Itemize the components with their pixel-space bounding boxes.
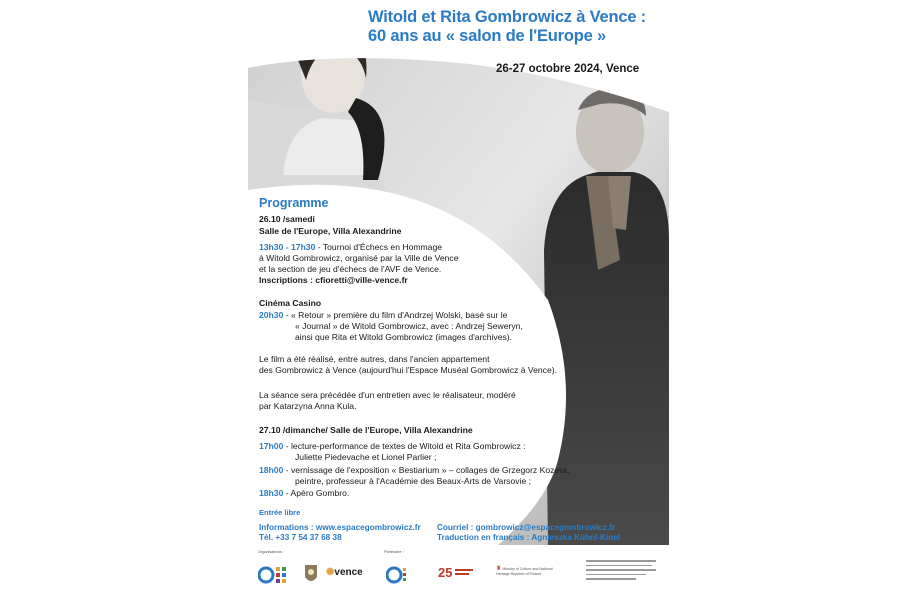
- jubilee-25-logo: [438, 564, 474, 580]
- poster-title: [368, 8, 668, 46]
- day2-item-3: [259, 488, 349, 499]
- svg-text:25: 25: [438, 565, 453, 580]
- organisateurs-label: Organisateurs :: [258, 550, 284, 554]
- day2-item-2-line-1: peintre, professeur à l'Académie des Beaux-Arts de Varsovie ;: [295, 476, 532, 486]
- day2-item-2-time: 18h00: [259, 465, 284, 475]
- cinema-line-0: - « Retour » première du film d'Andrzej Wolski, basé sur le: [283, 310, 508, 320]
- phone: Tél. +33 7 54 37 68 38: [259, 533, 342, 542]
- info-link[interactable]: Informations : www.espacegombrowicz.fr: [259, 523, 421, 532]
- day1-line-0: - Tournoi d'Échecs en Hommage: [315, 242, 443, 252]
- partner-logo: [386, 564, 410, 584]
- vence-logo: [326, 567, 363, 578]
- day1-line-1: à Witold Gombrowicz, organisé par la Ville de Vence: [259, 253, 459, 263]
- cinema-venue: Cinéma Casino: [259, 298, 322, 308]
- sun-icon: ✺: [326, 567, 335, 578]
- cinema-para2-line-0: La séance sera précédée d'un entretien avec le réalisateur, modéré: [259, 390, 516, 400]
- espace-gombrowicz-logo: [258, 564, 294, 584]
- footer-left: [259, 523, 421, 543]
- day1-line-3: Inscriptions : cfioretti@ville-vence.fr: [259, 275, 408, 285]
- logos-strip: [248, 548, 669, 593]
- ministry-logo: [496, 567, 554, 576]
- day1-date: 26.10 /samedi: [259, 214, 315, 224]
- cinema-line-1: « Journal » de Witold Gombrowicz, avec : Andrzej Seweryn,: [295, 321, 523, 331]
- day2-item-1-line-1: Juliette Piedevache et Lionel Parlier ;: [295, 452, 437, 462]
- day2-item-2: [259, 465, 569, 487]
- day2-heading: 27.10 /dimanche/ Salle de l'Europe, Villa Alexandrine: [259, 425, 473, 435]
- eagle-icon: ♜: [496, 566, 502, 572]
- cinema-para2-line-1: par Katarzyna Anna Kula.: [259, 401, 357, 411]
- day2-item-2-line-0: - vernissage de l'exposition « Bestiarium » – collages de Grzegorz Kozera,: [283, 465, 570, 475]
- title-line-1: Witold et Rita Gombrowicz à Vence :: [368, 8, 646, 26]
- cinema-time: 20h30: [259, 310, 284, 320]
- event-date: 26-27 octobre 2024, Vence: [496, 63, 640, 75]
- day2-item-3-time: 18h30: [259, 488, 284, 498]
- day1-venue: Salle de l'Europe, Villa Alexandrine: [259, 226, 402, 236]
- day2-item-1-time: 17h00: [259, 441, 284, 451]
- email-link[interactable]: Courriel : gombrowicz@espacegombrowicz.fr: [437, 523, 616, 532]
- day1-time: 13h30 - 17h30: [259, 242, 316, 252]
- entree-libre: Entrée libre: [259, 508, 301, 517]
- vence-text: vence: [334, 567, 363, 578]
- poster: [248, 0, 669, 593]
- ministry-text: Ministry of Culture and National Heritage Republic of Poland: [496, 567, 553, 576]
- crest-logo: [304, 563, 318, 585]
- footer-right: [437, 523, 620, 543]
- small-print-block: [586, 550, 662, 590]
- day2-item-3-line-0: - Apéro Gombro.: [283, 488, 350, 498]
- cinema-para1-line-0: Le film a été réalisé, entre autres, dans l'ancien appartement: [259, 354, 490, 364]
- day1-event: [259, 242, 459, 286]
- day2-item-1-line-0: - lecture-performance de textes de Witold et Rita Gombrowicz :: [283, 441, 526, 451]
- title-line-2: 60 ans au « salon de l'Europe »: [368, 27, 606, 45]
- cinema-line-2: ainsi que Rita et Witold Gombrowicz (images d'archives).: [295, 332, 513, 342]
- day1-line-2: et la section de jeu d'échecs de l'AVF de Vence.: [259, 264, 442, 274]
- programme-heading: Programme: [259, 196, 329, 210]
- day2-item-1: [259, 441, 526, 463]
- cinema-event: [259, 310, 523, 343]
- cinema-para1-line-1: des Gombrowicz à Vence (aujourd'hui l'Espace Muséal Gombrowicz à Vence).: [259, 365, 557, 375]
- partenaire-label: Partenaire :: [384, 550, 404, 554]
- cinema-para-2: [259, 390, 516, 412]
- cinema-para-1: [259, 354, 557, 376]
- translation-credit: Traduction en français : Agnieszka Kühnl-Kinel: [437, 533, 621, 542]
